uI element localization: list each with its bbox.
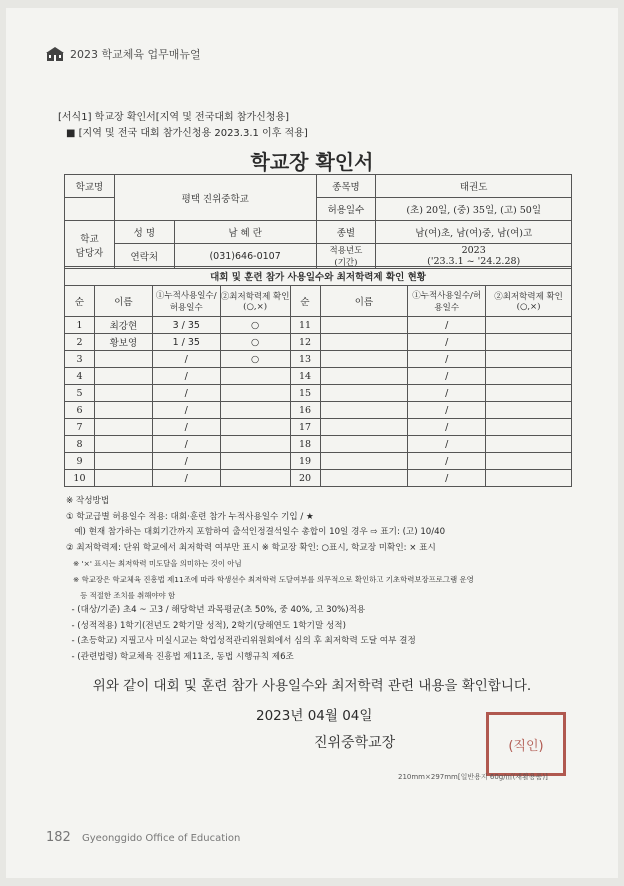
cell-days: 3 / 35 bbox=[152, 317, 220, 334]
cell-check bbox=[220, 419, 290, 436]
cell-check2 bbox=[486, 334, 572, 351]
cell-check2 bbox=[486, 436, 572, 453]
paper-info: 210mm×297mm[일반용지 60g/㎡(재활용품)] bbox=[398, 773, 548, 781]
cell-no: 2 bbox=[65, 334, 95, 351]
cell-name2 bbox=[320, 385, 408, 402]
table-row bbox=[65, 317, 572, 334]
cell-check2 bbox=[486, 317, 572, 334]
year-value: 2023 bbox=[461, 245, 486, 256]
cell-no: 8 bbox=[65, 436, 95, 453]
table-row bbox=[65, 351, 572, 368]
table-row bbox=[65, 453, 572, 470]
cell-check bbox=[220, 453, 290, 470]
cell-days2: / bbox=[408, 436, 486, 453]
page-footer bbox=[46, 830, 240, 845]
manual-header bbox=[46, 46, 201, 62]
cell-days: / bbox=[152, 470, 220, 487]
cell-name: 황보영 bbox=[94, 334, 152, 351]
note-line: 등 적절한 조치를 취해야야 함 bbox=[66, 590, 176, 600]
cell-days: / bbox=[152, 385, 220, 402]
cell-days: / bbox=[152, 368, 220, 385]
cell-no2: 19 bbox=[290, 453, 320, 470]
cell-days2: / bbox=[408, 317, 486, 334]
school-label: 학교명 bbox=[65, 175, 115, 198]
cell-check2 bbox=[486, 368, 572, 385]
cell-name bbox=[94, 436, 152, 453]
school-name: 평택 진위중학교 bbox=[114, 175, 316, 221]
cell-name2 bbox=[320, 453, 408, 470]
cell-no2: 16 bbox=[290, 402, 320, 419]
year-cell bbox=[376, 244, 572, 269]
seal-label: (직인) bbox=[508, 738, 544, 754]
cell-check2 bbox=[486, 402, 572, 419]
participation-table bbox=[64, 266, 572, 487]
cell-name bbox=[94, 470, 152, 487]
cell-days2: / bbox=[408, 419, 486, 436]
form-label: [서식1] 학교장 확인서[지역 및 전국대회 참가신청용] bbox=[58, 112, 290, 123]
cell-no: 4 bbox=[65, 368, 95, 385]
contact-label: 연락처 bbox=[114, 244, 174, 269]
manager-name: 남 혜 란 bbox=[174, 221, 316, 244]
note-line: ① 학교급별 허용일수 적용: 대회·훈련 참가 누적사용일수 기입 / ★ bbox=[66, 511, 314, 522]
cell-check2 bbox=[486, 419, 572, 436]
form-subtitle: ■ [지역 및 전국 대회 참가신청용 2023.3.1 이후 적용] bbox=[66, 128, 308, 139]
official-seal bbox=[486, 712, 566, 776]
table-row bbox=[65, 368, 572, 385]
table-caption: 대회 및 훈련 참가 사용일수와 최저학력제 확인 현황 bbox=[65, 267, 572, 286]
confirmation-text: 위와 같이 대회 및 훈련 참가 사용일수와 최저학력 관련 내용을 확인합니다. bbox=[92, 678, 532, 694]
cell-no: 6 bbox=[65, 402, 95, 419]
footer-org: Gyeonggido Office of Education bbox=[82, 833, 241, 844]
cell-check bbox=[220, 470, 290, 487]
cell-days: / bbox=[152, 351, 220, 368]
col-header: ②최저학력제 확인(○,×) bbox=[486, 286, 572, 317]
cell-check: ○ bbox=[220, 317, 290, 334]
cell-name2 bbox=[320, 317, 408, 334]
cell-days2: / bbox=[408, 453, 486, 470]
table-body bbox=[65, 317, 572, 487]
cell-days2: / bbox=[408, 402, 486, 419]
col-header: ①누적사용일수/허용일수 bbox=[408, 286, 486, 317]
cell-check: ○ bbox=[220, 334, 290, 351]
table-row bbox=[65, 334, 572, 351]
cell-days2: / bbox=[408, 385, 486, 402]
cell-no: 1 bbox=[65, 317, 95, 334]
name-label: 성 명 bbox=[114, 221, 174, 244]
col-header: 이름 bbox=[94, 286, 152, 317]
allow-value: (초) 20일, (중) 35일, (고) 50일 bbox=[376, 198, 572, 221]
cell-name bbox=[94, 351, 152, 368]
note-line: ② 최저학력제: 단위 학교에서 최저학력 여부만 표시 ※ 학교장 확인: ○표시, 학교장 미확인: × 표시 bbox=[66, 542, 436, 553]
cell-check bbox=[220, 402, 290, 419]
cell-no2: 15 bbox=[290, 385, 320, 402]
note-line: ※ '×' 표시는 최저학력 미도달을 의미하는 것이 아님 bbox=[66, 559, 242, 569]
col-header: ①누적사용일수/허용일수 bbox=[152, 286, 220, 317]
cell-no2: 14 bbox=[290, 368, 320, 385]
cell-check2 bbox=[486, 385, 572, 402]
note-line: - (대상/기준) 초4 ~ 고3 / 해당학년 과목평균(초 50%, 중 40%, 고 30%)적용 bbox=[66, 605, 366, 616]
issue-date: 2023년 04월 04일 bbox=[256, 708, 373, 724]
col-header: 이름 bbox=[320, 286, 408, 317]
cell-name bbox=[94, 368, 152, 385]
gender-value: 남(여)초, 남(여)중, 남(여)고 bbox=[376, 221, 572, 244]
cell-check: ○ bbox=[220, 351, 290, 368]
header-text: 2023 학교체육 업무매뉴얼 bbox=[70, 48, 201, 61]
col-header: 순 bbox=[290, 286, 320, 317]
cell-no2: 18 bbox=[290, 436, 320, 453]
school-info-table bbox=[64, 174, 572, 269]
cell-check bbox=[220, 368, 290, 385]
period-value: ('23.3.1 ~ '24.2.28) bbox=[427, 256, 521, 267]
cell-name bbox=[94, 419, 152, 436]
table-row bbox=[65, 385, 572, 402]
table-row bbox=[65, 419, 572, 436]
cell-days2: / bbox=[408, 470, 486, 487]
year-label: 적용년도 (기간) bbox=[316, 244, 376, 269]
cell-no: 10 bbox=[65, 470, 95, 487]
school-label-blank bbox=[65, 198, 115, 221]
cell-days: / bbox=[152, 436, 220, 453]
note-line: 예) 현재 참가하는 대회기간까지 포함하여 출석인정결석일수 총합이 10일 경우 ⇨ 표기: (고) 10/40 bbox=[66, 527, 446, 538]
note-line: ※ 작성방법 bbox=[66, 496, 110, 506]
cell-no: 7 bbox=[65, 419, 95, 436]
cell-check bbox=[220, 436, 290, 453]
cell-no: 9 bbox=[65, 453, 95, 470]
cell-no2: 12 bbox=[290, 334, 320, 351]
manager-label: 학교 담당자 bbox=[65, 221, 115, 269]
cell-check2 bbox=[486, 470, 572, 487]
cell-name2 bbox=[320, 419, 408, 436]
col-header: ②최저학력제 확인(○,×) bbox=[220, 286, 290, 317]
cell-days: / bbox=[152, 453, 220, 470]
gender-label: 종별 bbox=[316, 221, 376, 244]
principal-title: 진위중학교장 bbox=[314, 735, 396, 751]
instructions bbox=[66, 494, 596, 666]
cell-name2 bbox=[320, 368, 408, 385]
cell-days: / bbox=[152, 402, 220, 419]
cell-check2 bbox=[486, 453, 572, 470]
cell-name bbox=[94, 385, 152, 402]
cell-check bbox=[220, 385, 290, 402]
cell-no: 5 bbox=[65, 385, 95, 402]
table-row bbox=[65, 470, 572, 487]
table-row bbox=[65, 436, 572, 453]
school-icon bbox=[46, 47, 64, 61]
col-header: 순 bbox=[65, 286, 95, 317]
cell-name bbox=[94, 402, 152, 419]
document-page bbox=[6, 8, 618, 878]
cell-no: 3 bbox=[65, 351, 95, 368]
contact-value: (031)646-0107 bbox=[174, 244, 316, 269]
event-label: 종목명 bbox=[316, 175, 376, 198]
cell-days2: / bbox=[408, 351, 486, 368]
cell-no2: 20 bbox=[290, 470, 320, 487]
cell-days: 1 / 35 bbox=[152, 334, 220, 351]
cell-no2: 13 bbox=[290, 351, 320, 368]
cell-no2: 11 bbox=[290, 317, 320, 334]
document-title: 학교장 확인서 bbox=[250, 150, 374, 174]
allow-label: 허용일수 bbox=[316, 198, 376, 221]
cell-name: 최강현 bbox=[94, 317, 152, 334]
cell-name2 bbox=[320, 402, 408, 419]
cell-name2 bbox=[320, 351, 408, 368]
cell-name2 bbox=[320, 334, 408, 351]
note-line: - (성적적용) 1학기(전년도 2학기말 성적), 2학기(당해연도 1학기말 성적) bbox=[66, 620, 346, 631]
note-line: - (초등학교) 지필고사 미실시교는 학업성적관리위원회에서 심의 후 최저학력 도달 여부 결정 bbox=[66, 636, 416, 647]
cell-no2: 17 bbox=[290, 419, 320, 436]
table-row bbox=[65, 402, 572, 419]
cell-days2: / bbox=[408, 368, 486, 385]
page-number: 182 bbox=[46, 830, 71, 845]
cell-name bbox=[94, 453, 152, 470]
cell-name2 bbox=[320, 470, 408, 487]
cell-days2: / bbox=[408, 334, 486, 351]
cell-days: / bbox=[152, 419, 220, 436]
note-line: ※ 학교장은 학교체육 진흥법 제11조에 따라 학생선수 최저학력 도달여부를 의무적으로 확인하고 기초학력보장프로그램 운영 bbox=[66, 574, 474, 584]
cell-name2 bbox=[320, 436, 408, 453]
event-value: 태권도 bbox=[376, 175, 572, 198]
note-line: - (관련법령) 학교체육 진흥법 제11조, 동법 시행규칙 제6조 bbox=[66, 651, 294, 662]
cell-check2 bbox=[486, 351, 572, 368]
